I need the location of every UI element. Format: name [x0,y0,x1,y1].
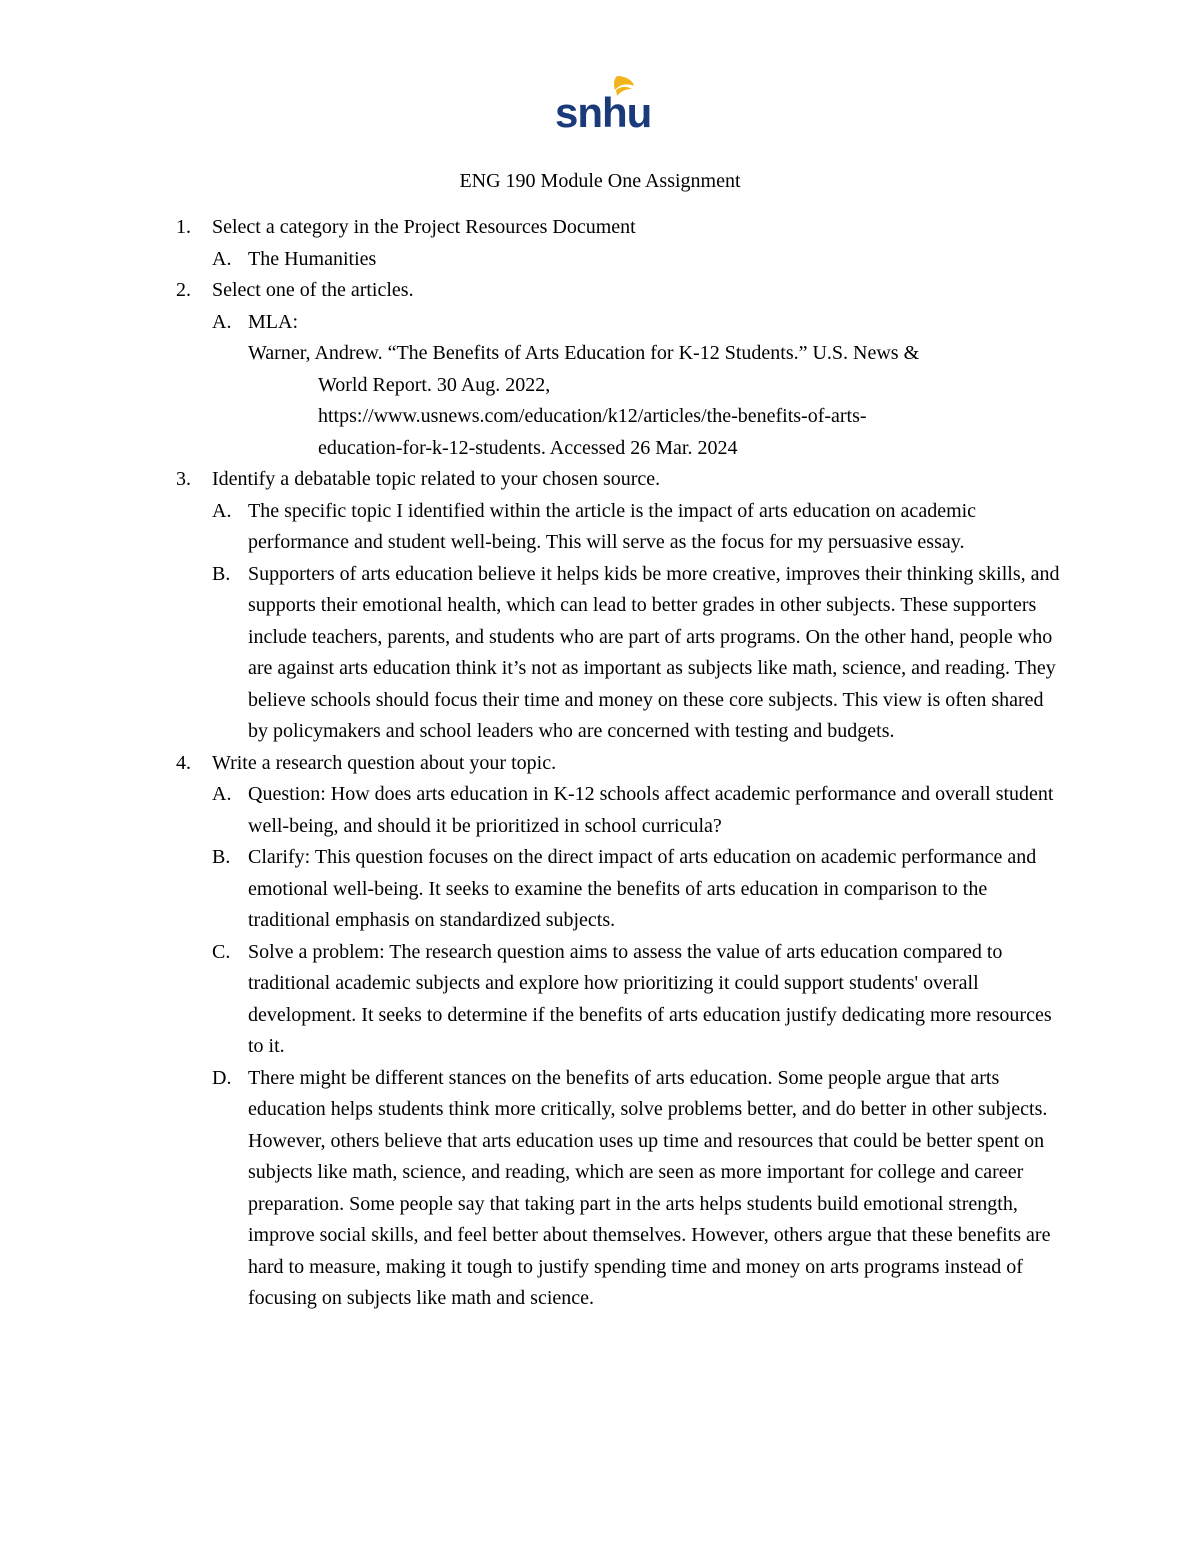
item-text: Select a category in the Project Resources Document [212,216,636,238]
sub-item-letter: B. [212,562,231,585]
document-title: ENG 190 Module One Assignment [459,170,741,192]
citation-line: World Report. 30 Aug. 2022, [318,373,551,396]
list-item [0,275,1200,307]
sub-item-text: Solve a problem: The research question aims to assess the value of arts education compared to traditional academic subjects and explore how prioritizing it could support students' overall development. It seeks to determine if the benefits of arts education justify dedicating more resources to it. [248,940,1052,1057]
sub-item-letter: B. [212,846,231,868]
sub-item [0,842,1200,937]
sub-item [0,307,1200,339]
item-number: 4. [176,751,191,774]
sub-item-letter: A. [212,247,232,270]
item-number: 2. [176,279,191,301]
sub-item [0,244,1200,276]
sub-item-text: The Humanities [248,247,377,270]
sub-item-letter: A. [212,783,232,805]
assignment-list [0,212,1200,1315]
item-number: 3. [176,468,191,490]
sub-item-text: MLA: [248,310,298,333]
item-text: Write a research question about your topic. [212,751,557,774]
sub-item [0,1063,1200,1315]
sub-item [0,496,1200,559]
sub-item [0,779,1200,842]
sub-item [0,937,1200,1063]
list-item [0,748,1200,780]
sub-item [0,559,1200,748]
item-text: Identify a debatable topic related to your chosen source. [212,468,661,490]
citation-line: education-for-k-12-students. Accessed 26 Mar. 2024 [318,436,738,459]
sub-item-letter: A. [212,499,232,522]
sub-item-text: Supporters of arts education believe it helps kids be more creative, improves their thinking skills, and supports their emotional health, which can lead to better grades in other subjects. These supporters include teachers, parents, and students who are part of arts programs. On the other hand, people who are against arts education think it’s not as important as subjects like math, science, and reading. They believe schools should focus their time and money on these core subjects. This view is often shared by policymakers and school leaders who are concerned with testing and budgets. [248,562,1060,742]
citation-url: https://www.usnews.com/education/k12/articles/the-benefits-of-arts- [318,405,867,427]
sub-item-text: There might be different stances on the benefits of arts education. Some people argue that arts education helps students think more critically, solve problems better, and do better in other subjects. However, others believe that arts education uses up time and resources that could be better spent on subjects like math, science, and reading, which are seen as more important for college and career preparation. Some people say that taking part in the arts helps students build emotional strength, improve social skills, and feel better about themselves. However, others argue that these benefits are hard to measure, making it tough to justify spending time and money on arts programs instead of focusing on subjects like math and science. [248,1066,1051,1309]
sub-item-letter: A. [212,310,232,333]
sub-item-letter: D. [212,1066,232,1089]
citation-line: Warner, Andrew. “The Benefits of Arts Education for K-12 Students.” U.S. News & [248,342,920,364]
sub-item-text: Question: How does arts education in K-12 schools affect academic performance and overall student well-being, and should it be prioritized in school curricula? [248,783,1054,837]
sub-item-text: Clarify: This question focuses on the direct impact of arts education on academic performance and emotional well-being. It seeks to examine the benefits of arts education in comparison to the traditional emphasis on standardized subjects. [248,846,1037,931]
item-text: Select one of the articles. [212,279,414,301]
sub-item-text: The specific topic I identified within the article is the impact of arts education on academic performance and student well-being. This will serve as the focus for my persuasive essay. [248,499,977,553]
sub-item-letter: C. [212,940,231,963]
list-item [0,212,1200,244]
item-number: 1. [176,216,191,238]
snhu-logo [555,74,652,136]
logo-text: snhu [555,89,652,136]
list-item [0,464,1200,496]
mla-citation [0,338,1200,464]
